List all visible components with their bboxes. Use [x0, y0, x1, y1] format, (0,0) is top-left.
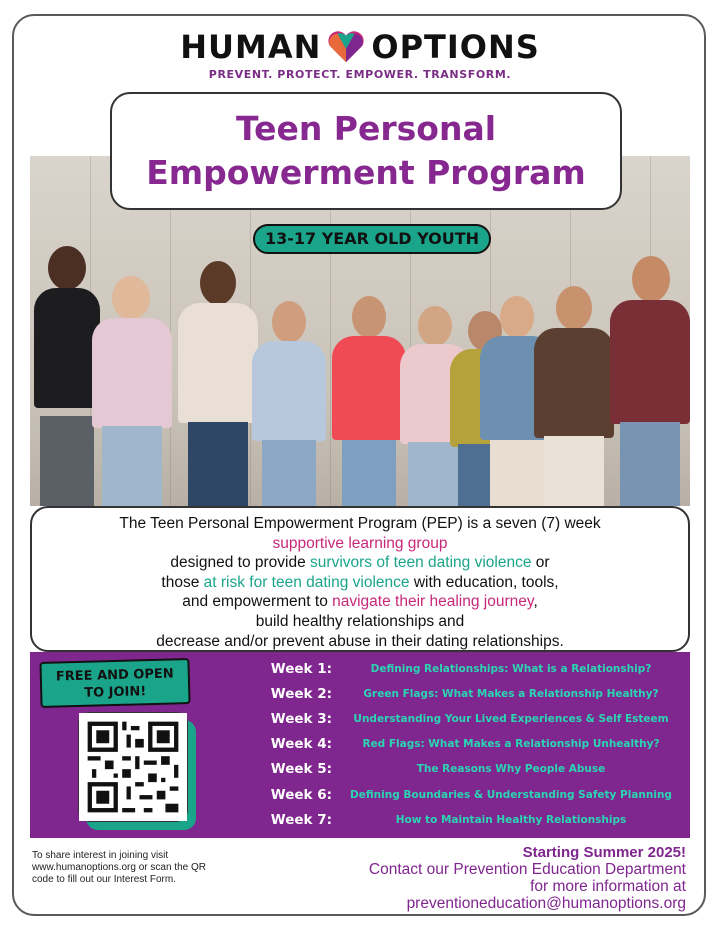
program-title	[110, 92, 622, 210]
desc-line: and empowerment to navigate their healing journey,	[182, 593, 538, 611]
week-row: Week 5: The Reasons Why People Abuse	[270, 761, 606, 777]
week-row: Week 3: Understanding Your Lived Experiences & Self Esteem	[270, 711, 669, 727]
week-row: Week 1: Defining Relationships: What is a Relationship?	[270, 661, 652, 677]
desc-highlight: at risk for teen dating violence	[203, 573, 410, 591]
week-row: Week 2: Green Flags: What Makes a Relationship Healthy?	[270, 686, 659, 702]
logo-text-human: HUMAN	[180, 28, 322, 66]
desc-highlight: survivors of teen dating violence	[310, 554, 532, 572]
desc-highlight: navigate their healing journey	[332, 593, 534, 611]
desc-highlight: supportive learning group	[272, 534, 448, 552]
week-row: Week 7: How to Maintain Healthy Relationships	[270, 812, 627, 828]
desc-line: designed to provide survivors of teen dating violence or	[170, 554, 550, 572]
program-description	[30, 506, 690, 652]
title-line-1: Teen Personal	[235, 109, 497, 148]
logo-text-options: OPTIONS	[371, 28, 540, 66]
free-badge: FREE AND OPEN TO JOIN!	[39, 658, 190, 708]
desc-line: build healthy relationships and	[255, 612, 465, 630]
contact-line: Contact our Prevention Education Department	[368, 861, 686, 878]
age-badge: 13-17 YEAR OLD YOUTH	[253, 224, 491, 254]
title-line-2: Empowerment Program	[146, 153, 586, 192]
contact-line: for more information at	[530, 878, 686, 895]
week-row: Week 6: Defining Boundaries & Understanding Safety Planning	[270, 787, 672, 803]
start-date: Starting Summer 2025!	[522, 844, 686, 861]
qr-code-icon	[79, 713, 187, 821]
desc-line: decrease and/or prevent abuse in their dating relationships.	[156, 632, 564, 650]
logo-tagline: PREVENT. PROTECT. EMPOWER. TRANSFORM.	[208, 68, 512, 81]
heart-logo-icon	[327, 30, 365, 64]
week-row: Week 4: Red Flags: What Makes a Relationship Unhealthy?	[270, 736, 660, 752]
qr-code[interactable]	[78, 712, 188, 822]
contact-email-link[interactable]: preventioneducation@humanoptions.org	[406, 895, 686, 912]
desc-line: those at risk for teen dating violence with education, tools,	[161, 573, 559, 591]
logo	[0, 28, 720, 81]
share-interest-text: To share interest in joining visit www.humanoptions.org or scan the QR code to fill out our Interest Form.	[32, 850, 206, 885]
contact-info	[266, 844, 686, 912]
desc-line: The Teen Personal Empowerment Program (PEP) is a seven (7) week	[119, 515, 601, 532]
